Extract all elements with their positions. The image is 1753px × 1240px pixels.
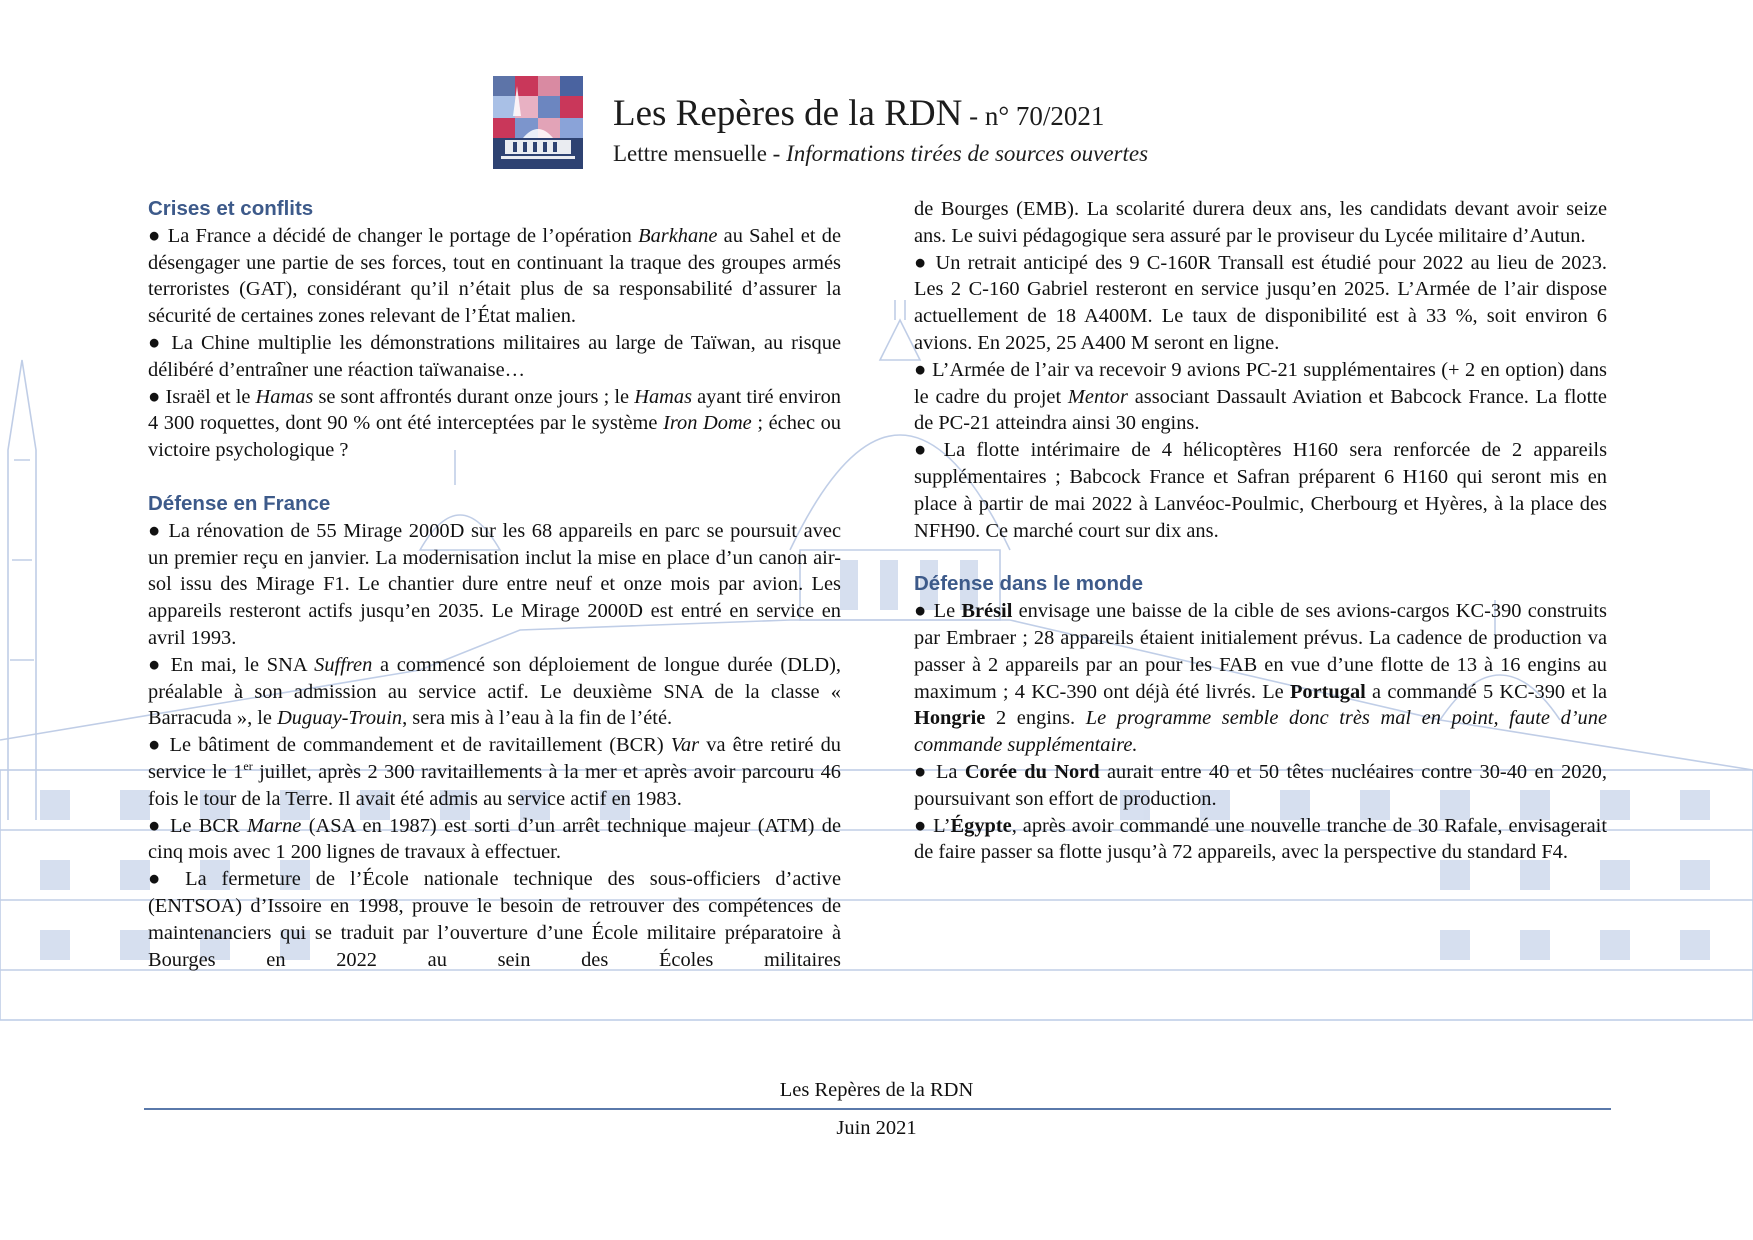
left-column [148, 196, 841, 973]
paragraph-suffren: ● En mai, le SNA Suffren a commencé son déploiement de longue durée (DLD), préalable à son admission au service actif. Le deuxième SNA de la classe « Barracuda », le Duguay-Trouin, sera mis à l’eau à la fin de l’été. [148, 653, 841, 730]
paragraph-h160: ● La flotte intérimaire de 4 hélicoptères H160 sera renforcée de 2 appareils supplémentaires ; Babcock France et Safran préparent 6 H160 qui seront mis en place à partir de mai 2022 à Lanvéoc-Poulmic, Cherbourg et Hyères, à la place des NFH90. Ce marché court sur dix ans. [914, 439, 1607, 542]
page-footer [0, 1076, 1753, 1139]
paragraph-taiwan: ● La Chine multiplie les démonstrations militaires au large de Taïwan, au risque délibéré d’entraîner une réaction taïwanaise… [148, 331, 841, 381]
section-title-defense-france: Défense en France [148, 491, 331, 515]
title-main: Les Repères de la RDN [613, 93, 963, 134]
paragraph-marne: ● Le BCR Marne (ASA en 1987) est sorti d’un arrêt technique majeur (ATM) de cinq mois avec 1 200 lignes de travaux à effectuer. [148, 814, 841, 864]
paragraph-entsoa: ● La fermeture de l’École nationale technique des sous-officiers d’active (ENTSOA) d’Issoire en 1998, prouve le besoin de retrouver des compétences de maintenanciers qui se traduit par l’ouverture d’une École militaire préparatoire à Bourges en 2022 au sein des Écoles militaires [148, 868, 841, 971]
subtitle-italic: Informations tirées de sources ouvertes [786, 141, 1149, 166]
subtitle-main: Lettre mensuelle - [613, 141, 787, 166]
footer-divider [144, 1108, 1611, 1110]
paragraph-mirage: ● La rénovation de 55 Mirage 2000D sur les 68 appareils en parc se poursuit avec un premier reçu en janvier. La modernisation inclut la mise en place d’un canon air-sol issu des Mirage F1. Le chantier dure entre neuf et onze mois par avion. Les appareils resteront actifs jusqu’en 2035. Le Mirage 2000D est entré en service en avril 1993. [148, 519, 841, 649]
paragraph-hamas: ● Israël et le Hamas se sont affrontés durant onze jours ; le Hamas ayant tiré environ 4 300 roquettes, dont 90 % ont été interceptées par le système Iron Dome ; échec ou victoire psychologique ? [148, 385, 841, 462]
paragraph-coree: ● La Corée du Nord aurait entre 40 et 50 têtes nucléaires contre 30-40 en 2020, poursuivant son effort de production. [914, 760, 1607, 810]
footer-title: Les Repères de la RDN [779, 1079, 974, 1101]
publication-title [613, 92, 1104, 135]
paragraph-var: ● Le bâtiment de commandement et de ravitaillement (BCR) Var va être retiré du service le 1er juillet, après 2 300 ravitaillements à la mer et après avoir parcouru 46 fois le tour de la Terre. Il avait été admis au service actif en 1983. [148, 734, 841, 810]
issue-number: - n° 70/2021 [962, 101, 1105, 131]
publication-subtitle [613, 141, 1148, 167]
paragraph-bresil: ● Le Brésil envisage une baisse de la cible de ses avions-cargos KC-390 construits par Embraer ; 28 appareils étaient initialement prévus. La cadence de production va passer à 2 appareils par an pour les FAB en vue d’une flotte de 13 à 16 engins au maximum ; 4 KC-390 ont déjà été livrés. Le Portugal a commandé 5 KC-390 et la Hongrie 2 engins. Le programme semble donc très mal en point, faute d’une commande supplémentaire. [914, 600, 1607, 757]
paragraph-entsoa-continued: de Bourges (EMB). La scolarité durera deux ans, les candidats devant avoir seize ans. Le suivi pédagogique sera assuré par le proviseur du Lycée militaire d’Autun. [914, 198, 1607, 247]
paragraph-egypte: ● L’Égypte, après avoir commandé une nouvelle tranche de 30 Rafale, envisagerait de faire passer sa flotte jusqu’à 72 appareils, avec la perspective du standard F4. [914, 814, 1607, 864]
paragraph-barkhane: ● La France a décidé de changer le portage de l’opération Barkhane au Sahel et de désengager une partie de ses forces, tout en continuant la traque des groupes armés terroristes (GAT), considérant qu’il n’était plus de sa responsabilité d’assurer la sécurité de certaines zones relevant de l’État malien. [148, 224, 842, 328]
rdn-logo [493, 76, 583, 169]
section-title-crises: Crises et conflits [148, 197, 314, 220]
paragraph-transall: ● Un retrait anticipé des 9 C-160R Transall est étudié pour 2022 au lieu de 2023. Les 2 C-160 Gabriel resteront en service jusqu’en 2025. L’Armée de l’air dispose actuellement de 18 A400M. Le taux de disponibilité est à 33 %, soit environ 6 avions. En 2025, 25 A400 M seront en ligne. [914, 251, 1607, 354]
footer-date: Juin 2021 [836, 1117, 917, 1139]
section-title-defense-monde: Défense dans le monde [914, 572, 1143, 596]
right-column [914, 196, 1607, 866]
paragraph-pc21: ● L’Armée de l’air va recevoir 9 avions PC-21 supplémentaires (+ 2 en option) dans le cadre du projet Mentor associant Dassault Aviation et Babcock France. La flotte de PC-21 atteindra ainsi 30 engins. [914, 358, 1607, 435]
